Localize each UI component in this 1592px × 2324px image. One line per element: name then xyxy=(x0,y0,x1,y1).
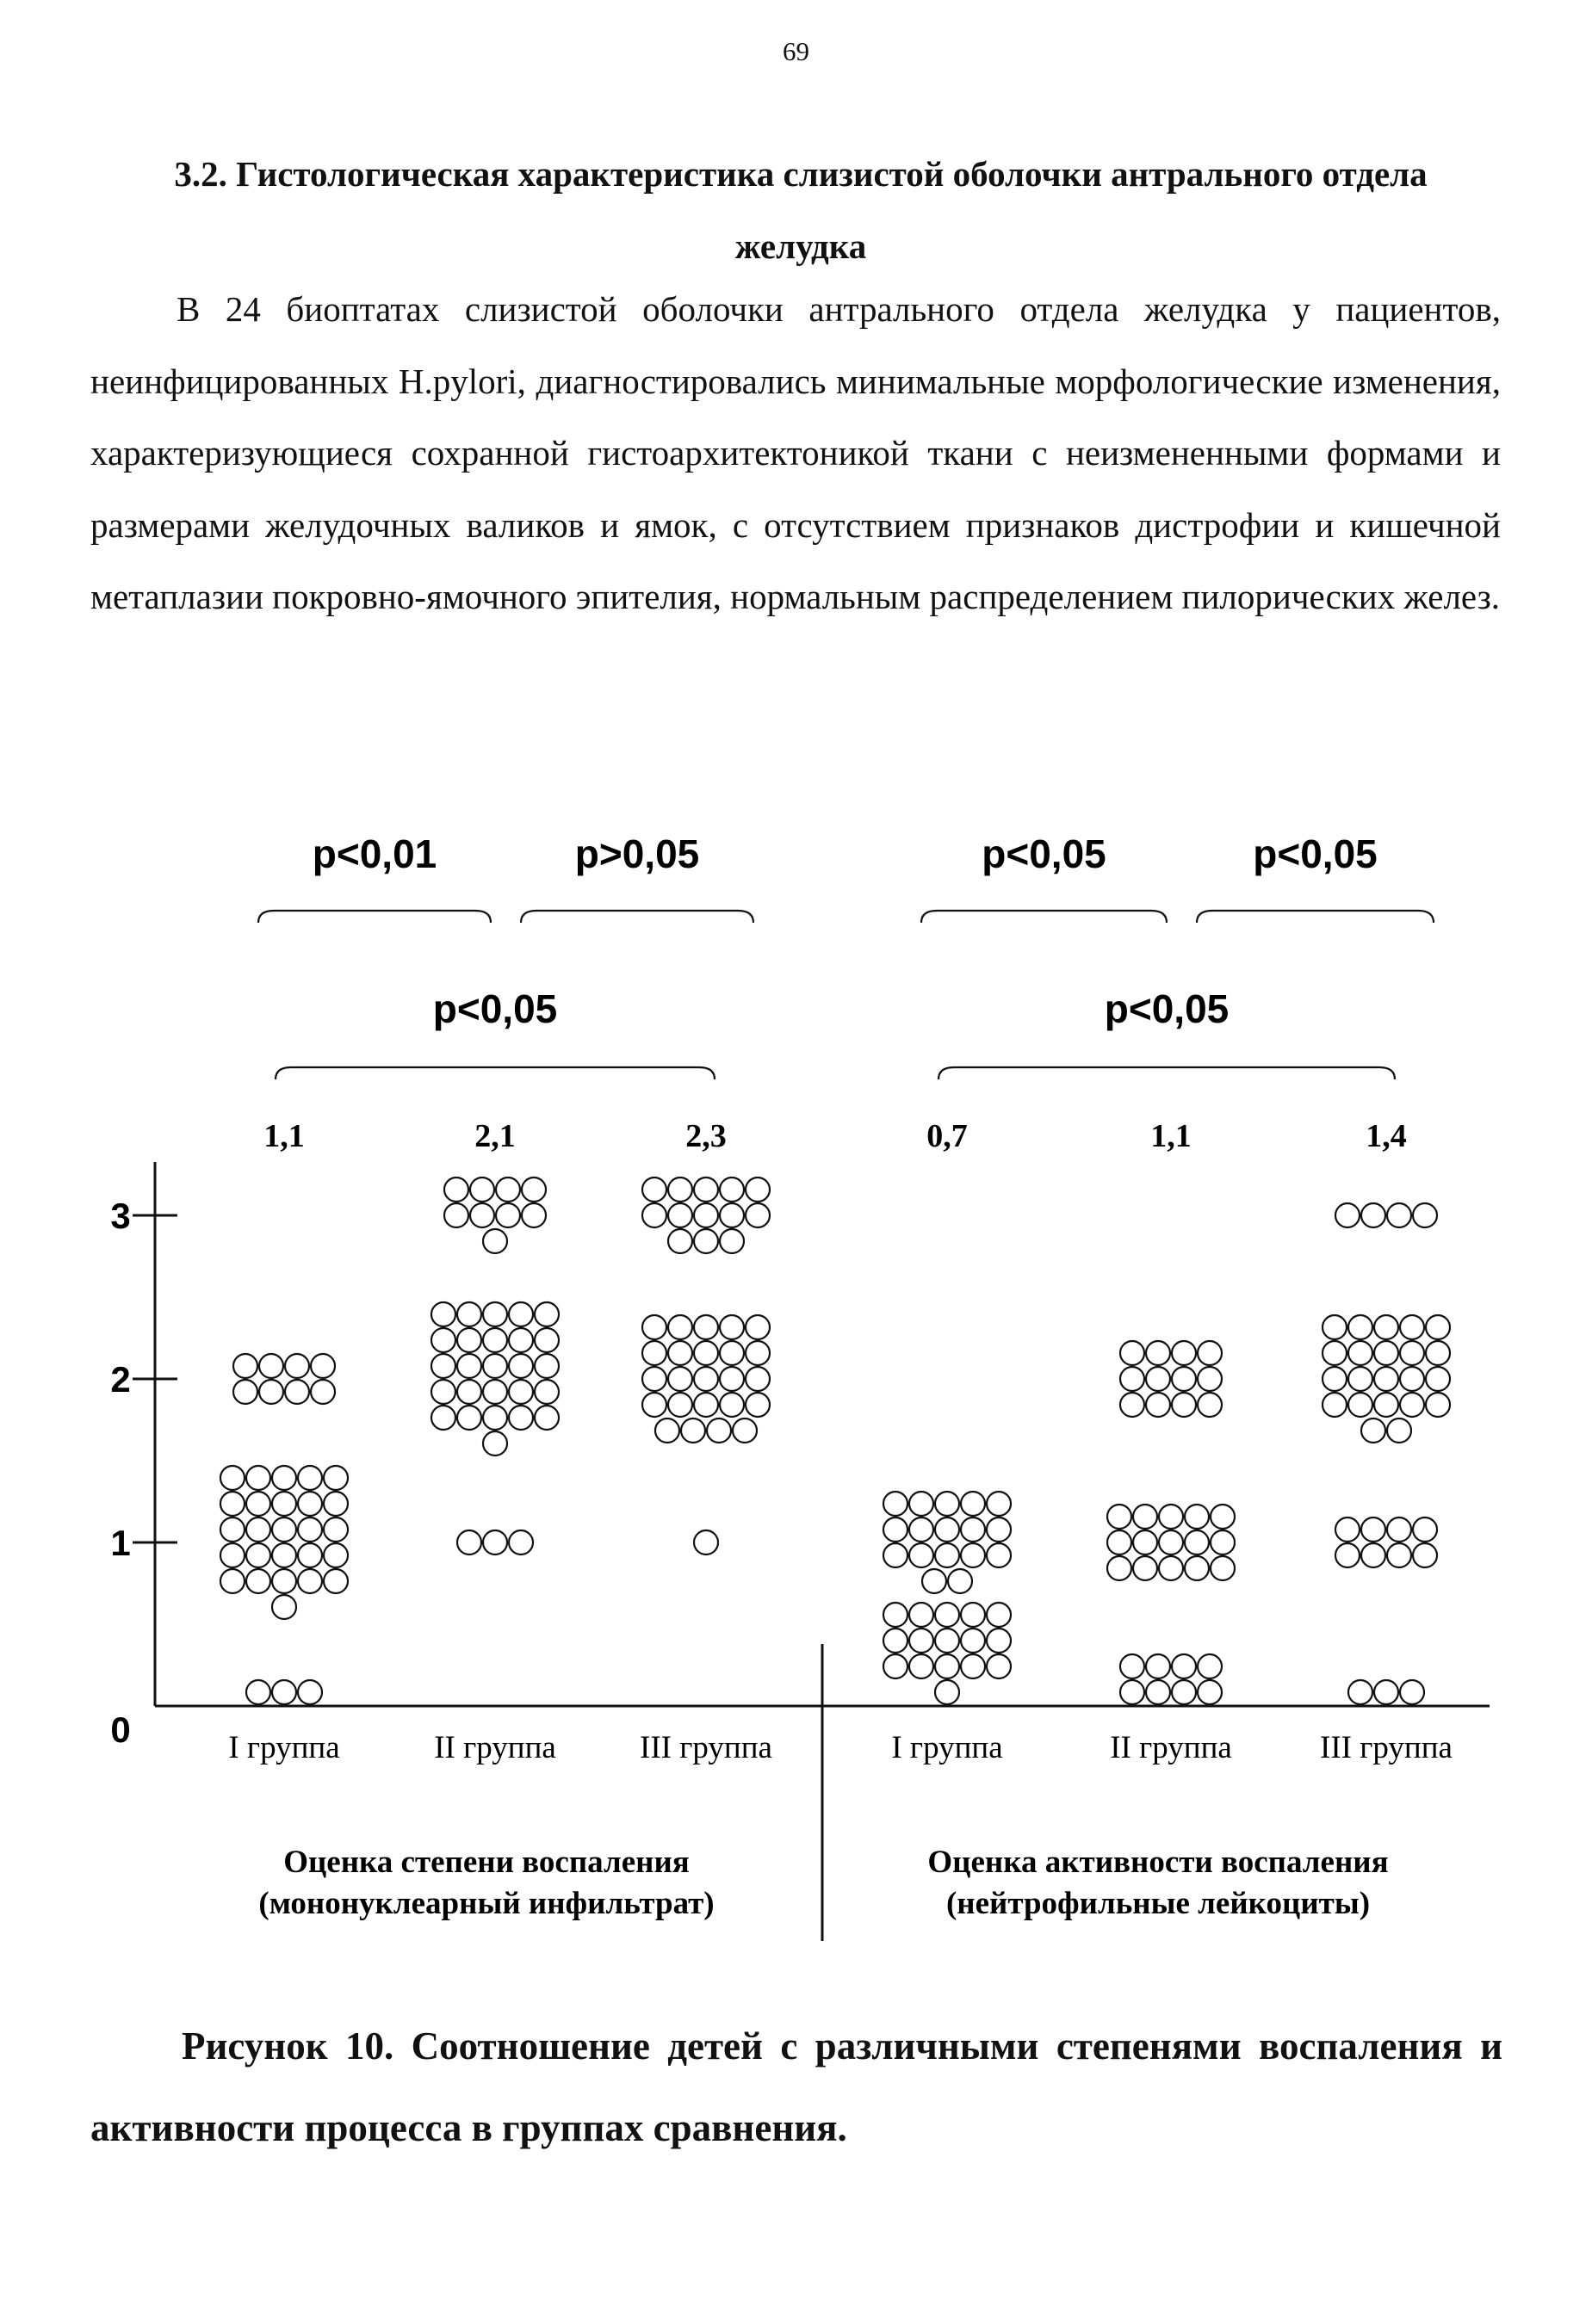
patient-dot xyxy=(883,1629,908,1653)
patient-dot xyxy=(1426,1341,1450,1365)
patient-dot xyxy=(1120,1341,1144,1365)
patient-dot xyxy=(987,1629,1011,1653)
patient-dot xyxy=(220,1466,245,1490)
patient-dot xyxy=(1107,1505,1131,1529)
patient-dot xyxy=(1120,1367,1144,1391)
patient-dot xyxy=(668,1229,692,1253)
patient-dot xyxy=(483,1328,507,1352)
group-mean-label: 0,7 xyxy=(926,1118,968,1154)
patient-dot xyxy=(324,1569,348,1593)
y-tick-label: 0 xyxy=(110,1709,131,1750)
patient-dot xyxy=(509,1530,533,1554)
group-label: III группа xyxy=(640,1730,772,1765)
patient-dot xyxy=(1335,1517,1360,1542)
patient-dot xyxy=(1361,1517,1385,1542)
patient-dot xyxy=(483,1354,507,1378)
patient-dot xyxy=(535,1328,559,1352)
patient-dot xyxy=(694,1315,718,1339)
group-mean-label: 2,1 xyxy=(474,1118,516,1154)
patient-dot xyxy=(668,1203,692,1227)
patient-dot xyxy=(883,1603,908,1627)
patient-dot xyxy=(246,1569,270,1593)
patient-dot xyxy=(642,1367,666,1391)
patient-dot xyxy=(324,1492,348,1516)
patient-dot xyxy=(1348,1341,1372,1365)
patient-dot xyxy=(746,1315,770,1339)
patient-dot xyxy=(987,1517,1011,1542)
patient-dot xyxy=(909,1492,933,1516)
patient-dot xyxy=(1426,1315,1450,1339)
patient-dot xyxy=(1198,1680,1222,1704)
patient-dot xyxy=(694,1530,718,1554)
patient-dot xyxy=(1120,1393,1144,1417)
patient-dot xyxy=(496,1203,520,1227)
patient-dot xyxy=(1198,1341,1222,1365)
patient-dot xyxy=(922,1569,946,1593)
patient-dot xyxy=(298,1680,322,1704)
patient-dot xyxy=(1172,1341,1196,1365)
patient-dot xyxy=(496,1177,520,1202)
patient-dot xyxy=(694,1203,718,1227)
group-label: I группа xyxy=(228,1730,340,1765)
patient-dot xyxy=(1361,1419,1385,1443)
patient-dot xyxy=(535,1380,559,1404)
patient-dot xyxy=(1400,1341,1424,1365)
patient-dot xyxy=(509,1380,533,1404)
patient-dot xyxy=(1198,1393,1222,1417)
patient-dot xyxy=(324,1517,348,1542)
patient-dot xyxy=(509,1354,533,1378)
patient-dot xyxy=(746,1177,770,1202)
patient-dot xyxy=(483,1302,507,1326)
panel-label-line2: (мононуклеарный инфильтрат) xyxy=(258,1886,715,1921)
p-value-label: p<0,05 xyxy=(982,831,1106,876)
patient-dot xyxy=(457,1380,481,1404)
patient-dot xyxy=(444,1203,468,1227)
patient-dot xyxy=(298,1569,322,1593)
patient-dot xyxy=(1348,1367,1372,1391)
patient-dot xyxy=(961,1654,985,1678)
patient-dot xyxy=(246,1680,270,1704)
patient-dot xyxy=(935,1654,959,1678)
patient-dot xyxy=(1172,1367,1196,1391)
patient-dot xyxy=(1374,1393,1398,1417)
comparison-bracket xyxy=(258,911,491,923)
patient-dot xyxy=(1413,1543,1437,1567)
patient-dot xyxy=(272,1492,296,1516)
patient-dot xyxy=(1185,1530,1209,1554)
patient-dot xyxy=(272,1595,296,1619)
patient-dot xyxy=(272,1543,296,1567)
patient-dot xyxy=(298,1543,322,1567)
patient-dot xyxy=(961,1517,985,1542)
patient-dot xyxy=(1211,1505,1235,1529)
patient-dot xyxy=(522,1203,546,1227)
group-label: III группа xyxy=(1320,1730,1453,1765)
patient-dot xyxy=(1323,1341,1347,1365)
group-label: II группа xyxy=(1110,1730,1232,1765)
patient-dot xyxy=(483,1229,507,1253)
patient-dot xyxy=(1323,1393,1347,1417)
patient-dot xyxy=(909,1517,933,1542)
patient-dot xyxy=(707,1419,731,1443)
body-paragraph: В 24 биоптатах слизистой оболочки антрального отдела желудка у пациентов, неинфицированных H.pylori, диагностировались минимальные морфологические изменения, характеризующиеся сохранной гистоархитектоникой ткани с неизмененными формами и размерами желудочных валиков и ямок, с отсутствием признаков дистрофии и кишечной метаплазии покровно-ямочного эпителия, нормальным распределением пилорических желез. xyxy=(90,289,1501,616)
patient-dot xyxy=(1185,1556,1209,1580)
patient-dot xyxy=(1133,1556,1157,1580)
patient-dot xyxy=(1387,1517,1411,1542)
patient-dot xyxy=(883,1543,908,1567)
patient-dot xyxy=(746,1367,770,1391)
patient-dot xyxy=(1426,1367,1450,1391)
patient-dot xyxy=(246,1543,270,1567)
patient-dot xyxy=(272,1466,296,1490)
patient-dot xyxy=(1198,1367,1222,1391)
patient-dot xyxy=(324,1466,348,1490)
patient-dot xyxy=(285,1354,309,1378)
patient-dot xyxy=(259,1354,283,1378)
patient-dot xyxy=(457,1328,481,1352)
patient-dot xyxy=(431,1354,455,1378)
patient-dot xyxy=(642,1315,666,1339)
group-label: I группа xyxy=(891,1730,1003,1765)
comparison-bracket xyxy=(1197,911,1434,923)
patient-dot xyxy=(1146,1393,1170,1417)
patient-dot xyxy=(694,1393,718,1417)
patient-dot xyxy=(298,1492,322,1516)
patient-dot xyxy=(1120,1654,1144,1678)
patient-dot xyxy=(1400,1680,1424,1704)
patient-dot xyxy=(272,1680,296,1704)
section-title: 3.2. Гистологическая характеристика слизистой оболочки антрального отдела желудка xyxy=(174,154,1428,266)
patient-dot xyxy=(285,1380,309,1404)
group-mean-label: 1,1 xyxy=(1150,1118,1192,1154)
patient-dot xyxy=(668,1177,692,1202)
patient-dot xyxy=(987,1654,1011,1678)
patient-dot xyxy=(535,1302,559,1326)
patient-dot xyxy=(220,1517,245,1542)
patient-dot xyxy=(1146,1367,1170,1391)
patient-dot xyxy=(444,1177,468,1202)
patient-dot xyxy=(259,1380,283,1404)
patient-dot xyxy=(720,1177,744,1202)
patient-dot xyxy=(655,1419,679,1443)
patient-dot xyxy=(535,1354,559,1378)
patient-dot xyxy=(1172,1654,1196,1678)
patient-dot xyxy=(1361,1543,1385,1567)
patient-dot xyxy=(522,1177,546,1202)
patient-dot xyxy=(1107,1556,1131,1580)
comparison-bracket xyxy=(938,1067,1395,1079)
p-value-label: p<0,05 xyxy=(1253,831,1378,876)
patient-dot xyxy=(1348,1680,1372,1704)
patient-dot xyxy=(733,1419,757,1443)
patient-dot xyxy=(694,1341,718,1365)
patient-dot xyxy=(935,1629,959,1653)
patient-dot xyxy=(909,1629,933,1653)
patient-dot xyxy=(746,1203,770,1227)
patient-dot xyxy=(935,1603,959,1627)
patient-dot xyxy=(987,1603,1011,1627)
patient-dot xyxy=(1361,1203,1385,1227)
patient-dot xyxy=(483,1406,507,1430)
group-mean-label: 1,4 xyxy=(1366,1118,1407,1154)
patient-dot xyxy=(1387,1419,1411,1443)
comparison-bracket xyxy=(921,911,1167,923)
patient-dot xyxy=(1387,1543,1411,1567)
patient-dot xyxy=(642,1341,666,1365)
patient-dot xyxy=(668,1341,692,1365)
patient-dot xyxy=(457,1530,481,1554)
patient-dot xyxy=(746,1393,770,1417)
patient-dot xyxy=(233,1380,257,1404)
patient-dot xyxy=(220,1492,245,1516)
patient-dot xyxy=(961,1543,985,1567)
group-mean-label: 1,1 xyxy=(263,1118,305,1154)
patient-dot xyxy=(720,1315,744,1339)
patient-dot xyxy=(909,1543,933,1567)
y-tick-label: 3 xyxy=(110,1196,131,1236)
patient-dot xyxy=(1159,1530,1183,1554)
patient-dot xyxy=(935,1543,959,1567)
patient-dot xyxy=(1159,1556,1183,1580)
patient-dot xyxy=(1348,1315,1372,1339)
patient-dot xyxy=(1146,1680,1170,1704)
patient-dot xyxy=(909,1603,933,1627)
dot-plot-figure xyxy=(0,800,1592,1988)
patient-dot xyxy=(883,1654,908,1678)
patient-dot xyxy=(457,1354,481,1378)
patient-dot xyxy=(1172,1393,1196,1417)
patient-dot xyxy=(324,1543,348,1567)
patient-dot xyxy=(311,1380,335,1404)
patient-dot xyxy=(483,1380,507,1404)
patient-dot xyxy=(220,1543,245,1567)
patient-dot xyxy=(961,1629,985,1653)
panel-label-line1: Оценка активности воспаления xyxy=(927,1845,1389,1880)
patient-dot xyxy=(1159,1505,1183,1529)
patient-dot xyxy=(1426,1393,1450,1417)
patient-dot xyxy=(642,1393,666,1417)
figure-caption: Рисунок 10. Соотношение детей с различными степенями воспаления и активности процесса в группах сравнения. xyxy=(90,2024,1502,2149)
patient-dot xyxy=(1400,1393,1424,1417)
patient-dot xyxy=(457,1406,481,1430)
p-value-label: p<0,01 xyxy=(312,831,437,876)
patient-dot xyxy=(246,1492,270,1516)
patient-dot xyxy=(935,1492,959,1516)
patient-dot xyxy=(298,1466,322,1490)
patient-dot xyxy=(431,1380,455,1404)
patient-dot xyxy=(961,1492,985,1516)
patient-dot xyxy=(720,1229,744,1253)
patient-dot xyxy=(457,1302,481,1326)
patient-dot xyxy=(483,1431,507,1456)
p-value-label: p<0,05 xyxy=(432,986,558,1031)
patient-dot xyxy=(470,1203,494,1227)
p-value-label: p>0,05 xyxy=(574,831,700,876)
patient-dot xyxy=(1387,1203,1411,1227)
patient-dot xyxy=(1413,1203,1437,1227)
patient-dot xyxy=(720,1393,744,1417)
comparison-bracket xyxy=(521,911,753,923)
patient-dot xyxy=(987,1543,1011,1567)
patient-dot xyxy=(431,1406,455,1430)
patient-dot xyxy=(1323,1315,1347,1339)
patient-dot xyxy=(535,1406,559,1430)
comparison-bracket xyxy=(276,1067,715,1079)
patient-dot xyxy=(1133,1530,1157,1554)
y-tick-label: 1 xyxy=(110,1523,131,1563)
patient-dot xyxy=(509,1302,533,1326)
patient-dot xyxy=(694,1177,718,1202)
p-value-label: p<0,05 xyxy=(1104,986,1230,1031)
patient-dot xyxy=(642,1203,666,1227)
patient-dot xyxy=(909,1654,933,1678)
patient-dot xyxy=(298,1517,322,1542)
patient-dot xyxy=(668,1315,692,1339)
patient-dot xyxy=(694,1367,718,1391)
panel-label-line2: (нейтрофильные лейкоциты) xyxy=(945,1886,1371,1921)
patient-dot xyxy=(1374,1680,1398,1704)
patient-dot xyxy=(431,1302,455,1326)
group-mean-label: 2,3 xyxy=(685,1118,727,1154)
patient-dot xyxy=(509,1406,533,1430)
patient-dot xyxy=(1400,1367,1424,1391)
patient-dot xyxy=(720,1203,744,1227)
patient-dot xyxy=(1146,1654,1170,1678)
patient-dot xyxy=(246,1517,270,1542)
patient-dot xyxy=(668,1393,692,1417)
patient-dot xyxy=(1335,1543,1360,1567)
patient-dot xyxy=(311,1354,335,1378)
patient-dot xyxy=(642,1177,666,1202)
patient-dot xyxy=(272,1569,296,1593)
patient-dot xyxy=(1185,1505,1209,1529)
patient-dot xyxy=(883,1492,908,1516)
patient-dot xyxy=(948,1569,972,1593)
page-number: 69 xyxy=(783,36,809,66)
patient-dot xyxy=(1400,1315,1424,1339)
patient-dot xyxy=(220,1569,245,1593)
patient-dot xyxy=(509,1328,533,1352)
patient-dot xyxy=(1120,1680,1144,1704)
patient-dot xyxy=(961,1603,985,1627)
patient-dot xyxy=(233,1354,257,1378)
patient-dot xyxy=(483,1530,507,1554)
patient-dot xyxy=(1211,1556,1235,1580)
patient-dot xyxy=(720,1367,744,1391)
patient-dot xyxy=(1348,1393,1372,1417)
patient-dot xyxy=(1211,1530,1235,1554)
patient-dot xyxy=(1413,1517,1437,1542)
y-tick-label: 2 xyxy=(110,1359,131,1400)
patient-dot xyxy=(272,1517,296,1542)
patient-dot xyxy=(1323,1367,1347,1391)
patient-dot xyxy=(1335,1203,1360,1227)
patient-dot xyxy=(987,1492,1011,1516)
group-label: II группа xyxy=(434,1730,556,1765)
patient-dot xyxy=(1198,1654,1222,1678)
patient-dot xyxy=(935,1517,959,1542)
patient-dot xyxy=(1146,1341,1170,1365)
patient-dot xyxy=(1374,1315,1398,1339)
patient-dot xyxy=(668,1367,692,1391)
patient-dot xyxy=(431,1328,455,1352)
patient-dot xyxy=(720,1341,744,1365)
patient-dot xyxy=(470,1177,494,1202)
patient-dot xyxy=(1374,1367,1398,1391)
patient-dot xyxy=(883,1517,908,1542)
patient-dot xyxy=(1107,1530,1131,1554)
panel-label-line1: Оценка степени воспаления xyxy=(283,1845,690,1880)
patient-dot xyxy=(1374,1341,1398,1365)
patient-dot xyxy=(246,1466,270,1490)
patient-dot xyxy=(935,1680,959,1704)
patient-dot xyxy=(694,1229,718,1253)
patient-dot xyxy=(1133,1505,1157,1529)
patient-dot xyxy=(681,1419,705,1443)
patient-dot xyxy=(1172,1680,1196,1704)
patient-dot xyxy=(746,1341,770,1365)
